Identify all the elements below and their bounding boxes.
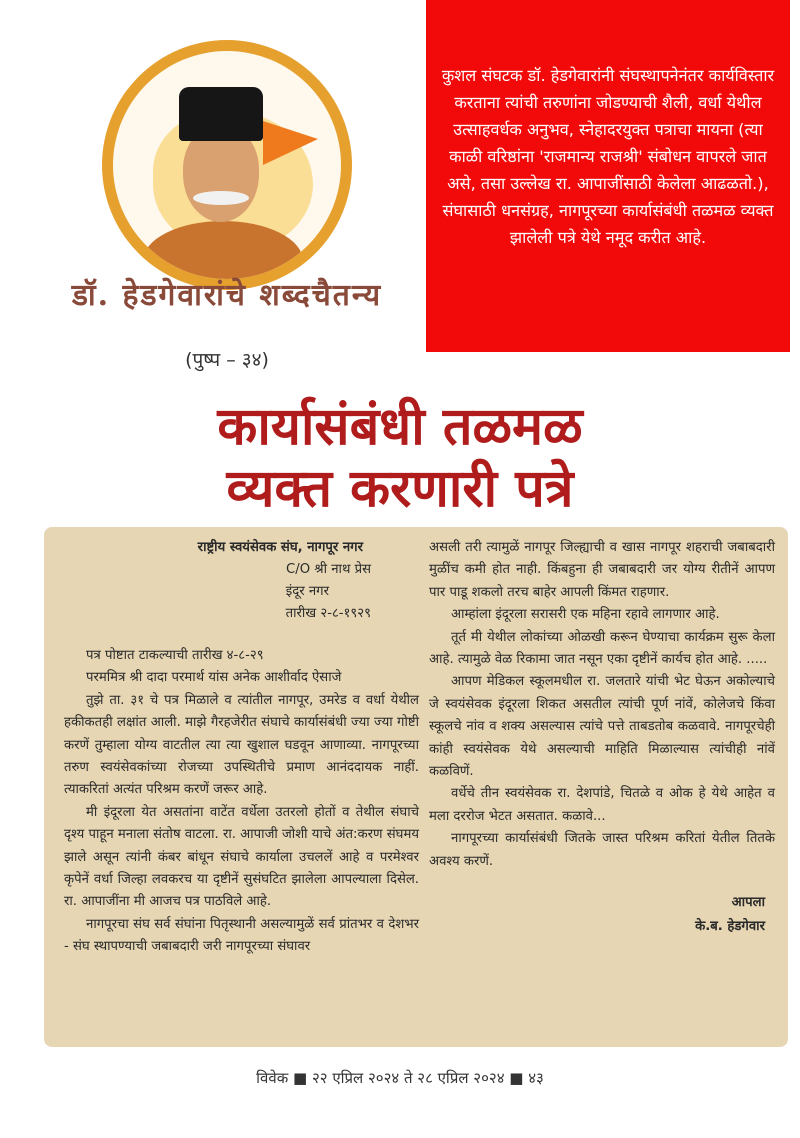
headline-line-1: कार्यासंबंधी तळमळ bbox=[217, 397, 583, 457]
page-footer: विवेक ■ २२ एप्रिल २०२४ ते २८ एप्रिल २०२४ ■ ४३ bbox=[256, 1069, 544, 1087]
letter-paragraph: आम्हांला इंदूरला सरासरी एक महिना रहावे लागणार आहे. bbox=[451, 607, 720, 623]
address-line-2: C/O श्री नाथ प्रेस bbox=[286, 562, 371, 577]
article-headline bbox=[0, 396, 800, 520]
letter-signature bbox=[429, 891, 765, 939]
address-org: राष्ट्रीय स्वयंसेवक संघ, नागपूर नगर bbox=[197, 540, 363, 555]
letter-left-column bbox=[64, 537, 419, 959]
intro-box bbox=[426, 0, 790, 352]
letter-panel bbox=[44, 527, 788, 1047]
letter-paragraph: पत्र पोष्टात टाकल्याची तारीख ४-८-२९ bbox=[86, 648, 264, 663]
letter-paragraph: असली तरी त्यामुळें नागपूर जिल्ह्याची व खास नागपूर शहराची जबाबदारी मुळींच कमी होत नाही. किंबहुना ही जबाबदारी जर योग्य रीतीनें आपण पार पाडू शकलो तरच बाहेर आपली किंमत राहणार. bbox=[429, 540, 775, 600]
address-line-3: इंदूर नगर bbox=[285, 584, 329, 599]
hedgewar-logo bbox=[52, 28, 402, 408]
letter-paragraph: वर्धेचे तीन स्वयंसेवक रा. देशपांडे, चितळे व ओक हे येथे आहेत व मला दररोज भेटत असतात. कळावे... bbox=[429, 786, 775, 824]
letter-paragraph: तूर्त मी येथील लोकांच्या ओळखी करून घेण्याचा कार्यक्रम सुरू केला आहे. त्यामुळे वेळ रिकामा जात नसून एका दृष्टीनें कार्यच होत आहे. ..... bbox=[429, 629, 775, 668]
signature-name: के.ब. हेडगेवार bbox=[695, 919, 765, 935]
letter-paragraph: नागपूरचा संघ सर्व संघांना पितृस्थानी असल्यामुळें सर्व प्रांतभर व देशभर - संघ स्थापण्याची जबाबदारी जरी नागपूरच्या संघावर bbox=[64, 916, 419, 955]
logo-portrait bbox=[113, 51, 341, 279]
letter-date: तारीख २-८-१९२९ bbox=[285, 606, 371, 621]
letter-paragraph: मी इंदूरला येत असतांना वाटेंत वर्धेला उतरलो होतों व तेथील संघाचे दृश्य पाहून मनाला संतोष वाटला. रा. आपाजी जोशी याचे अंत:करण संघमय झाले असून त्यांनी कंबर बांधून संघाचे कार्याला उचललें आहे व परमेश्वर कृपेनें वर्धा जिल्हा लवकरच या दृष्टीनें सुसंघटित झालेला आपल्याला दिसेल. रा. आपाजींना मी आजच पत्र पाठविले आहे. bbox=[64, 804, 419, 910]
headline-line-2: व्यक्त करणारी पत्रे bbox=[226, 459, 574, 519]
logo-title: डॉ. हेडगेवारांचे शब्दचैतन्य bbox=[71, 278, 383, 313]
letter-paragraph: नागपूरच्या कार्यासंबंधी जितके जास्त परिश्रम करितां येतील तितके अवश्य करणें. bbox=[429, 831, 775, 869]
letter-paragraph: परममित्र श्री दादा परमार्थ यांस अनेक आशीर्वाद ऐसाजे bbox=[86, 670, 342, 686]
letter-paragraph: तुझे ता. ३१ चे पत्र मिळाले व त्यांतील नागपूर, उमरेड व वर्धा येथील हकीकतही लक्षांत आली. माझे गैरहजेरीत संघाचे कार्यासंबंधी ज्या ज्या गोष्टी करणें तुम्हाला योग्य वाटतील त्या त्या खुशाल घडवून आणाव्या. नागपूरच्या तरुण स्वयंसेवकांच्या रोजच्या उपस्थितीचे प्रमाण आनंददायक नाहीं. त्याकरितां अत्यंत परिश्रम करणें जरूर आहे. bbox=[64, 692, 419, 798]
letter-paragraph: आपण मेडिकल स्कूलमधील रा. जलतारे यांची भेट घेऊन अकोल्याचे जे स्वयंसेवक इंदूरला शिकत असतील त्यांची पूर्ण नांवें, कोलेजचे किंवा स्कूलचे नांव व शक्य असल्यास त्यांचे पत्ते ताबडतोब कळवावे. नागपूरचेही कांही स्वयंसेवक येथे असल्याची माहिति मिळाल्यास त्यांचीही नांवें कळविणें. bbox=[429, 674, 775, 780]
intro-text: कुशल संघटक डॉ. हेडगेवारांनी संघस्थापनेनंतर कार्यविस्तार करताना त्यांची तरुणांना जोडण्याची शैली, वर्धा येथील उत्साहवर्धक अनुभव, स्नेहादरयुक्त पत्राचा मायना (त्या काळी वरिष्ठांना 'राजमान्य राजश्री' संबोधन वापरले जात असे, तसा उल्लेख रा. आपाजींसाठी केलेला आढळतो.), संघासाठी धनसंग्रह, नागपूरच्या कार्यासंबंधी तळमळ व्यक्त झालेली पत्रे येथे नमूद करीत आहे. bbox=[441, 66, 775, 247]
portrait-moustache bbox=[193, 191, 249, 205]
portrait-cap bbox=[179, 87, 263, 141]
series-number: (पुष्प – ३४) bbox=[185, 349, 269, 371]
letter-right-column bbox=[429, 537, 775, 939]
signature-closing: आपला bbox=[731, 895, 765, 911]
letter-address bbox=[64, 537, 413, 625]
flag-icon bbox=[263, 121, 318, 165]
